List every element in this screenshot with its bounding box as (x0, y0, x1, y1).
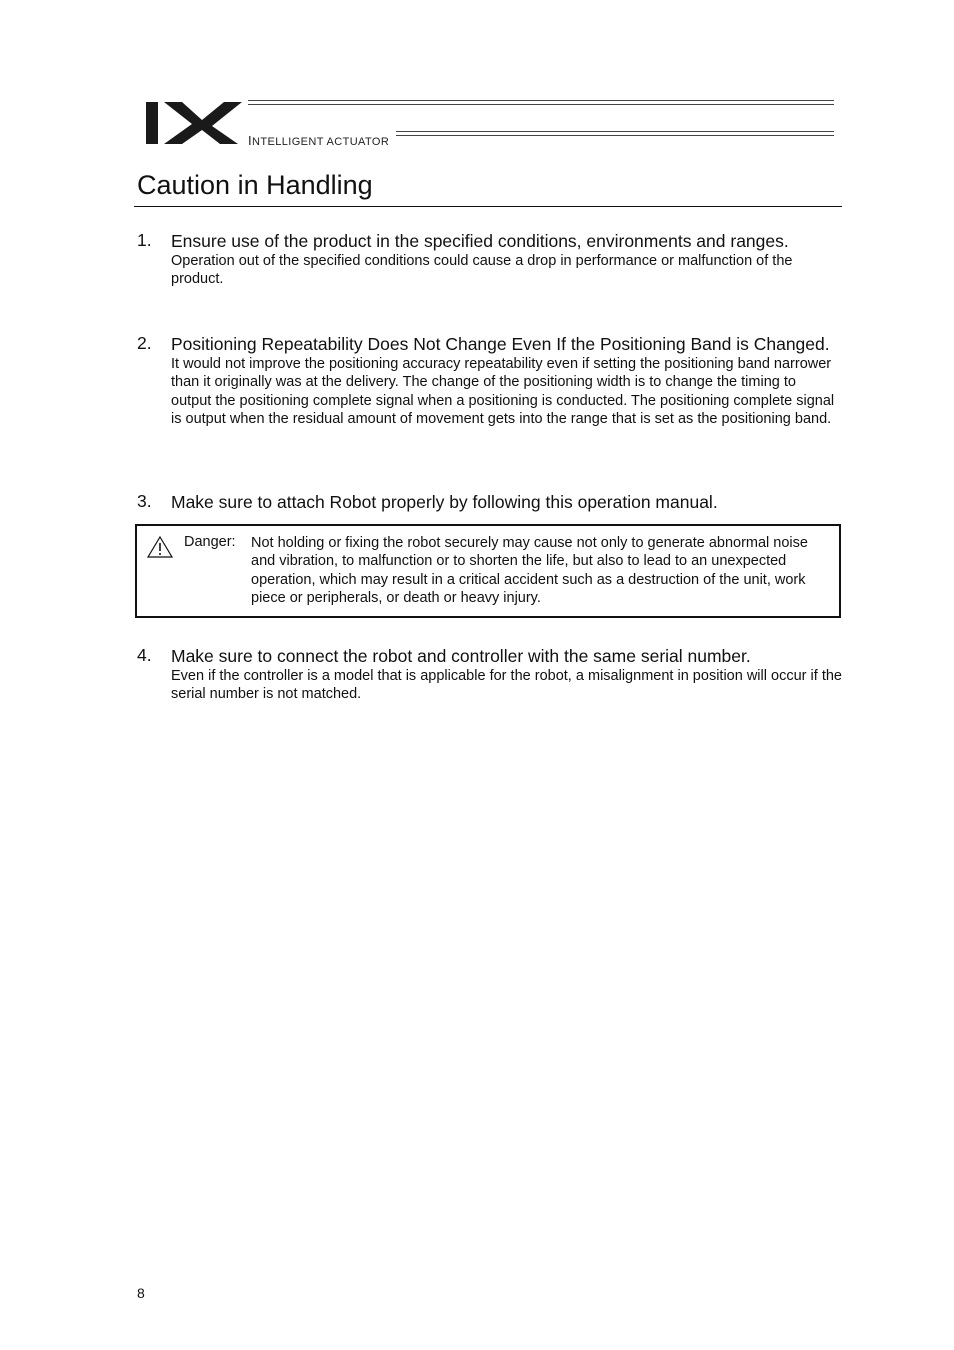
item-body: It would not improve the positioning accuracy repeatability even if setting the positioning band narrower than it originally was at the delivery. The change of the positioning width is to change the timing to output the positioning complete signal when a positioning is conducted. The positioning complete signal is output when the residual amount of movement gets into the range that is set as the positioning band. (171, 356, 835, 427)
caution-item-1 (137, 230, 837, 289)
caution-item-4 (137, 645, 842, 704)
header-rule-bottom (396, 131, 834, 136)
caution-item-3 (137, 491, 842, 513)
page-header (144, 98, 834, 148)
danger-notice (135, 524, 841, 618)
item-number: 3. (137, 491, 152, 511)
item-body: Operation out of the specified conditions could cause a drop in performance or malfunction of the product. (171, 253, 793, 288)
danger-text: Not holding or fixing the robot securely may cause not only to generate abnormal noise and vibration, to malfunction or to shorten the life, but also to lead to an unexpected operation, which may result in a critical accident such as a destruction of the unit, work piece or peripherals, or death or heavy injury. (251, 535, 808, 606)
item-heading: Make sure to connect the robot and controller with the same serial number. (171, 646, 751, 666)
brand-name: INTELLIGENT ACTUATOR (248, 133, 390, 148)
title-underline (134, 206, 842, 207)
caution-item-2 (137, 333, 839, 428)
item-number: 1. (137, 230, 152, 250)
warning-triangle-icon (147, 536, 173, 558)
item-heading: Make sure to attach Robot properly by following this operation manual. (171, 492, 718, 512)
item-heading: Ensure use of the product in the specified conditions, environments and ranges. (171, 231, 789, 251)
item-heading: Positioning Repeatability Does Not Change Even If the Positioning Band is Changed. (171, 334, 830, 354)
danger-label: Danger: (184, 534, 236, 550)
page-number: 8 (137, 1285, 145, 1301)
page-title: Caution in Handling (137, 170, 373, 200)
item-number: 4. (137, 645, 152, 665)
item-body: Even if the controller is a model that is applicable for the robot, a misalignment in position will occur if the serial number is not matched. (171, 668, 842, 703)
header-rule-top (248, 100, 834, 105)
item-number: 2. (137, 333, 152, 353)
ix-logo-icon (144, 98, 244, 146)
